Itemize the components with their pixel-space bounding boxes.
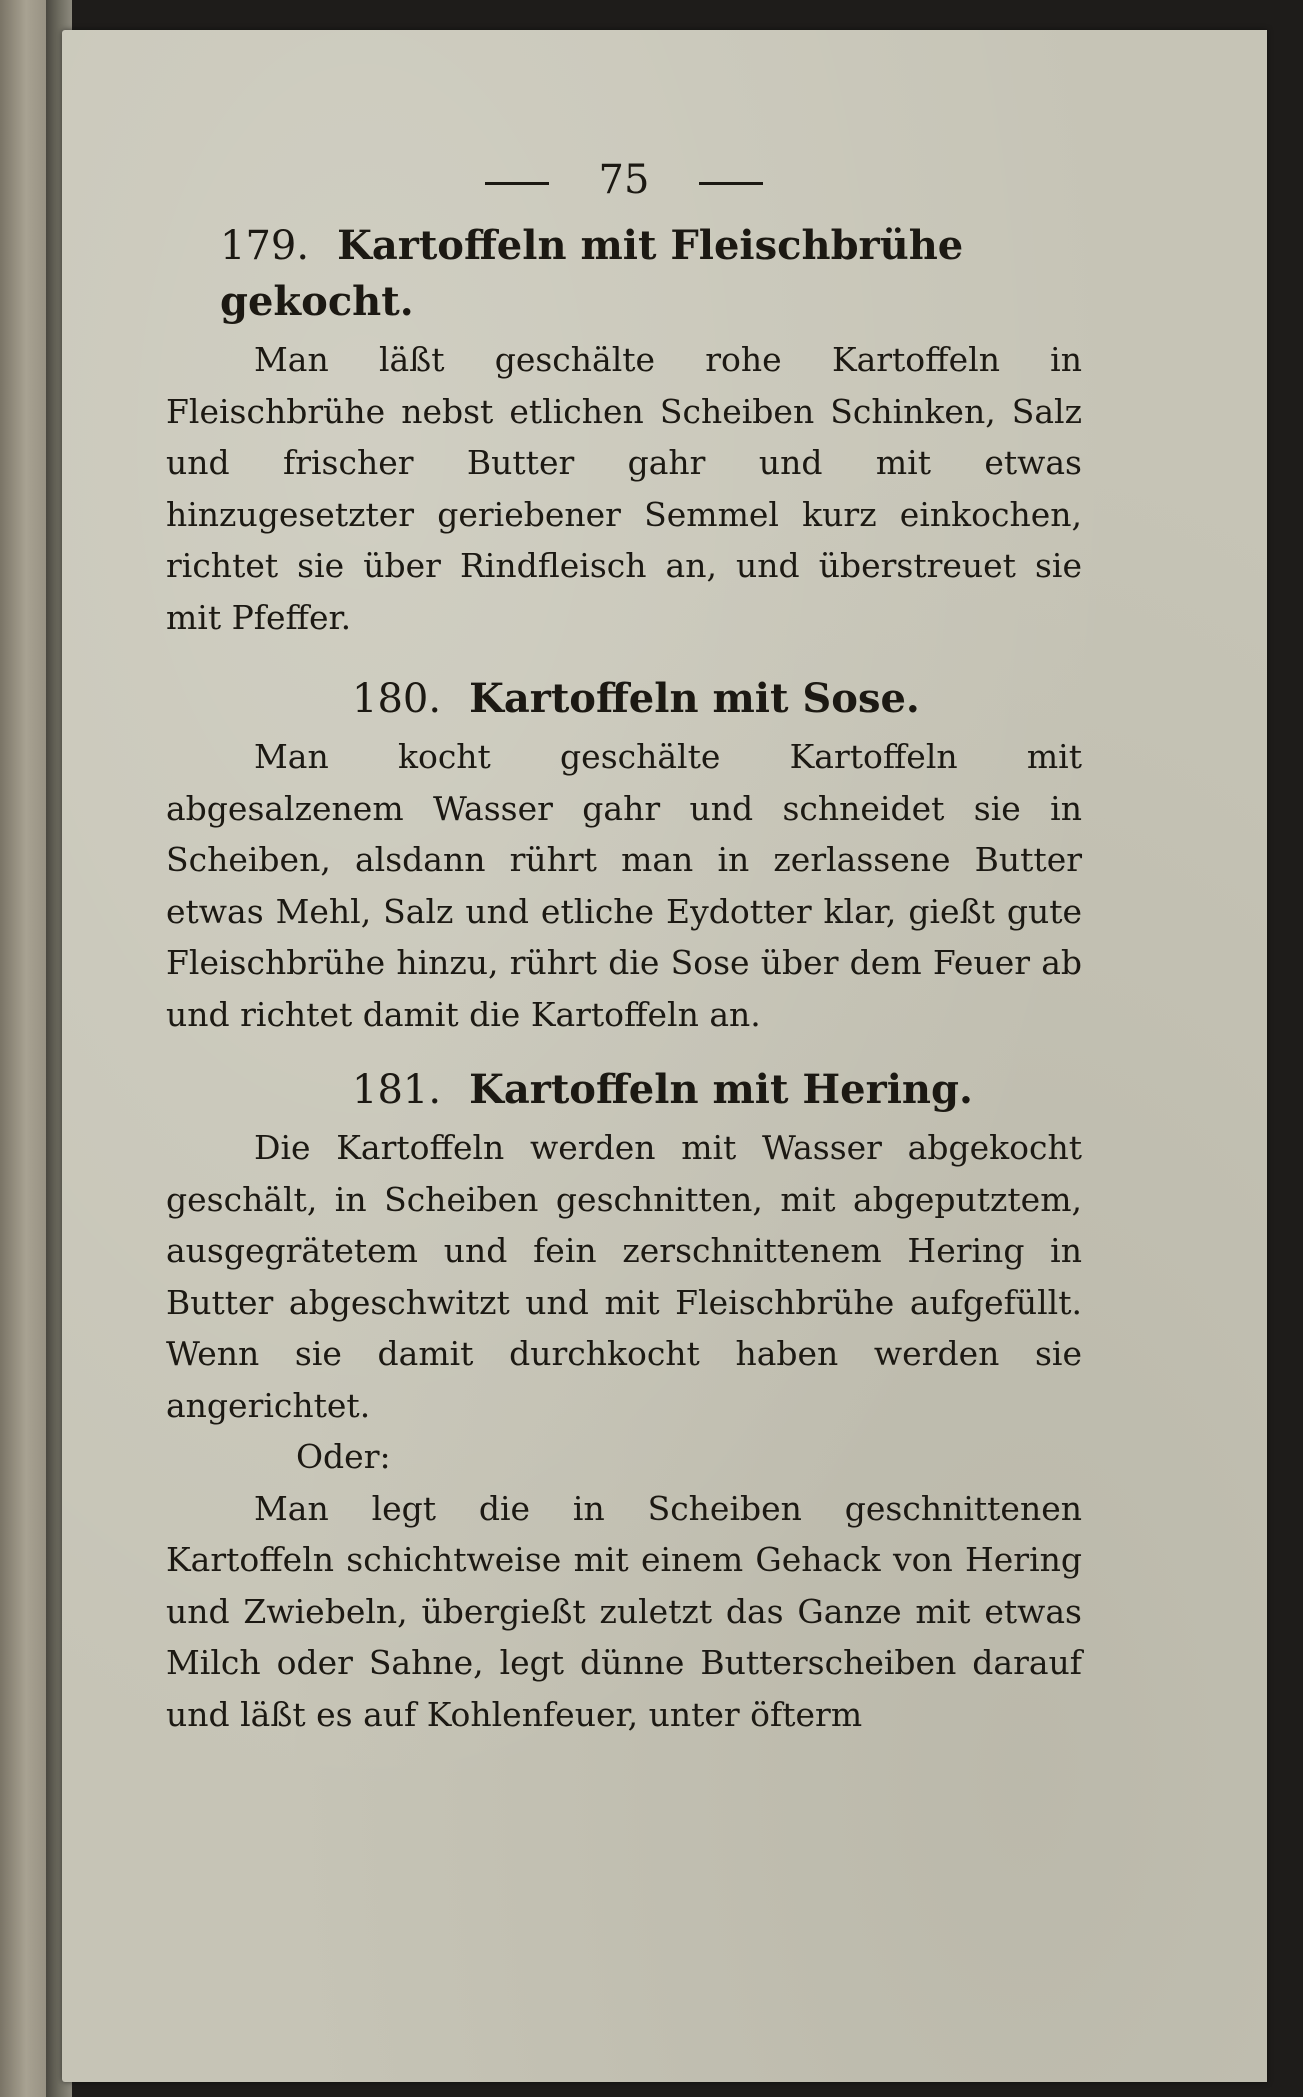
recipe-title: Kartoffeln mit Fleischbrühe gekocht. — [220, 222, 964, 325]
page-number: 75 — [598, 157, 650, 203]
alternative-label: Oder: — [296, 1437, 391, 1476]
recipe-text: Man kocht geschälte Kartoffeln mit abgesalzenem Wasser gahr und schneidet sie in Scheiben, alsdann rührt man in zerlassene Butter etwas Mehl, Salz und etliche Eydotter klar, gießt gute Fleischbrühe hinzu, rührt die Sose über dem Feuer ab und richtet damit die Kartoffeln an. — [166, 737, 1082, 1034]
recipe-heading — [166, 671, 1082, 727]
recipe-heading — [166, 218, 1082, 330]
recipe-number: 180. — [352, 676, 442, 722]
recipe-text: Man läßt geschälte rohe Kartoffeln in Fleischbrühe nebst etlichen Scheiben Schinken, Salz und frischer Butter gahr und mit etwas hinzugesetzter geriebener Semmel kurz einkochen, richtet sie über Rindfleisch an, und überstreuet sie mit Pfeffer. — [166, 340, 1082, 637]
recipe-title: Kartoffeln mit Hering. — [469, 1066, 973, 1113]
recipe-heading — [166, 1062, 1082, 1118]
recipe-number: 179. — [220, 223, 310, 269]
header-dash-right — [699, 182, 763, 185]
recipe-text: Die Kartoffeln werden mit Wasser abgekocht geschält, in Scheiben geschnitten, mit abgeputztem, ausgegrätetem und fein zerschnittenem Hering in Butter abgeschwitzt und mit Fleischbrühe aufgefüllt. Wenn sie damit durchkocht haben werden sie angerichtet. — [166, 1128, 1082, 1425]
recipe-title: Kartoffeln mit Sose. — [469, 675, 920, 722]
recipe-number: 181. — [352, 1067, 442, 1113]
page-text — [166, 150, 1082, 1740]
page-header — [166, 150, 1082, 210]
header-dash-left — [485, 182, 549, 185]
alternative-text: Man legt die in Scheiben geschnittenen Kartoffeln schichtweise mit einem Gehack von Hering und Zwiebeln, übergießt zuletzt das Ganze mit etwas Milch oder Sahne, legt dünne Butterscheiben darauf und läßt es auf Kohlenfeuer, unter öfterm — [166, 1488, 1082, 1734]
book-page — [62, 30, 1267, 2082]
